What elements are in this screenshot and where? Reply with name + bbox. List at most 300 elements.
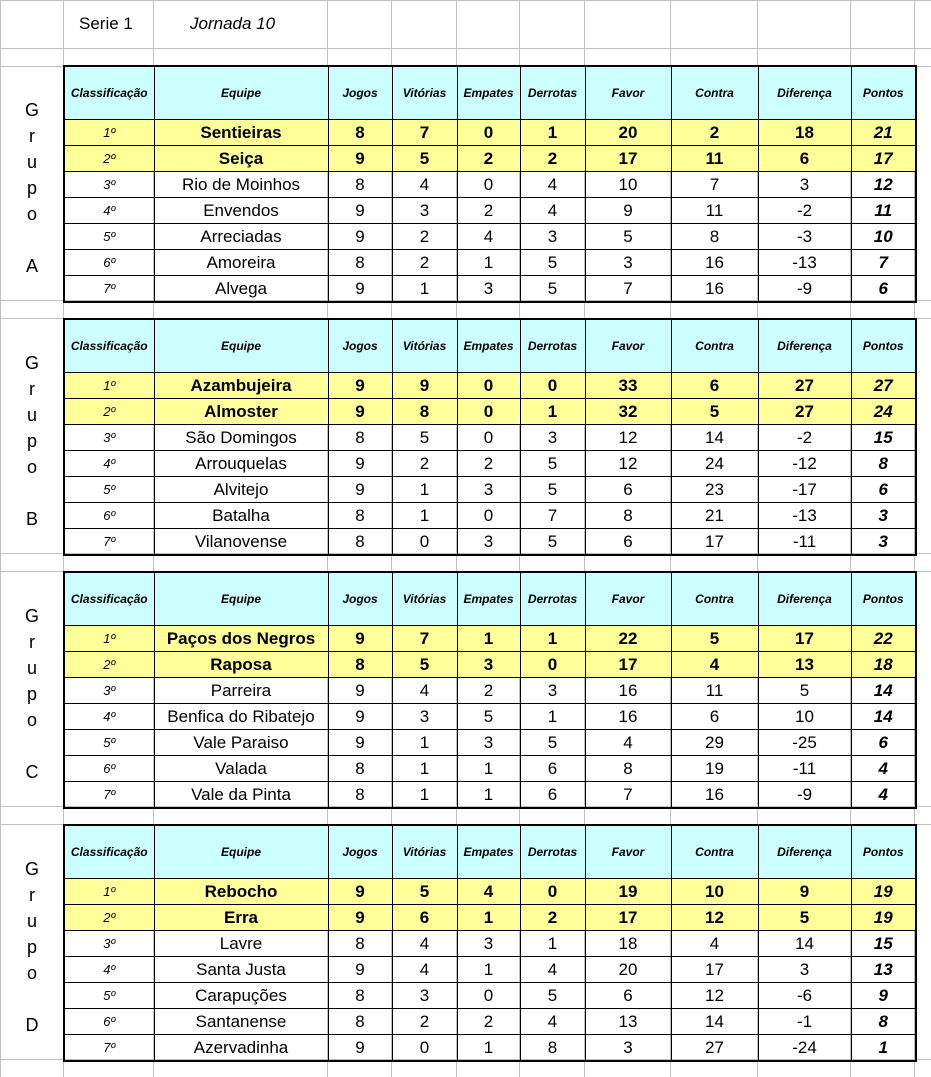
cell-empates: 0 <box>457 172 520 198</box>
cell-favor: 10 <box>585 172 671 198</box>
group-label <box>0 97 64 279</box>
cell-derrotas: 4 <box>520 172 585 198</box>
column-header-classificacao: Classificação <box>64 825 154 879</box>
cell-equipe: Arrouquelas <box>154 451 328 477</box>
cell-diferenca: 17 <box>758 626 851 652</box>
group-label-letter: r <box>29 126 35 146</box>
cell-favor: 16 <box>585 704 671 730</box>
cell-pontos: 13 <box>851 957 916 983</box>
cell-diferenca: -6 <box>758 983 851 1009</box>
cell-diferenca: 14 <box>758 931 851 957</box>
group-label-letter: u <box>26 658 37 678</box>
group-label-letter: p <box>26 431 37 451</box>
table-row <box>64 782 916 809</box>
cell-vitorias: 7 <box>392 120 457 146</box>
cell-jogos: 9 <box>328 879 392 905</box>
group-label-letter <box>0 480 64 506</box>
cell-favor: 20 <box>585 120 671 146</box>
cell-classificacao: 5º <box>64 224 154 250</box>
cell-derrotas: 1 <box>520 626 585 652</box>
cell-pontos: 6 <box>851 276 916 303</box>
table-row <box>64 957 916 983</box>
cell-favor: 17 <box>585 146 671 172</box>
column-header-jogos: Jogos <box>328 319 392 373</box>
cell-pontos: 15 <box>851 425 916 451</box>
cell-jogos: 8 <box>328 172 392 198</box>
cell-derrotas: 2 <box>520 146 585 172</box>
cell-favor: 32 <box>585 399 671 425</box>
cell-pontos: 1 <box>851 1035 916 1062</box>
group-label <box>0 350 64 532</box>
cell-vitorias: 0 <box>392 1035 457 1062</box>
cell-vitorias: 1 <box>392 730 457 756</box>
serie-label: Serie 1 <box>79 14 133 33</box>
cell-empates: 2 <box>457 451 520 477</box>
column-header-pontos: Pontos <box>851 825 916 879</box>
cell-empates: 0 <box>457 425 520 451</box>
cell-pontos: 14 <box>851 704 916 730</box>
cell-classificacao: 6º <box>64 756 154 782</box>
cell-derrotas: 1 <box>520 704 585 730</box>
cell-pontos: 17 <box>851 146 916 172</box>
cell-contra: 2 <box>671 120 758 146</box>
cell-diferenca: -9 <box>758 782 851 809</box>
cell-equipe: Envendos <box>154 198 328 224</box>
group-label-letter: p <box>26 684 37 704</box>
cell-jogos: 9 <box>328 730 392 756</box>
cell-jogos: 9 <box>328 477 392 503</box>
cell-favor: 19 <box>585 879 671 905</box>
cell-empates: 0 <box>457 983 520 1009</box>
cell-vitorias: 1 <box>392 276 457 303</box>
cell-classificacao: 2º <box>64 652 154 678</box>
cell-vitorias: 3 <box>392 704 457 730</box>
cell-vitorias: 2 <box>392 1009 457 1035</box>
cell-jogos: 9 <box>328 276 392 303</box>
cell-contra: 17 <box>671 957 758 983</box>
cell-pontos: 4 <box>851 756 916 782</box>
cell-pontos: 21 <box>851 120 916 146</box>
cell-empates: 2 <box>457 678 520 704</box>
column-header-contra: Contra <box>671 825 758 879</box>
cell-equipe: Vilanovense <box>154 529 328 556</box>
standings-table <box>63 824 917 1062</box>
cell-classificacao: 7º <box>64 529 154 556</box>
cell-vitorias: 7 <box>392 626 457 652</box>
cell-contra: 5 <box>671 399 758 425</box>
cell-contra: 6 <box>671 704 758 730</box>
cell-pontos: 7 <box>851 250 916 276</box>
cell-contra: 23 <box>671 477 758 503</box>
cell-diferenca: 18 <box>758 120 851 146</box>
cell-contra: 16 <box>671 782 758 809</box>
cell-diferenca: -11 <box>758 756 851 782</box>
cell-vitorias: 5 <box>392 879 457 905</box>
group-label-letter: u <box>26 911 37 931</box>
column-header-jogos: Jogos <box>328 572 392 626</box>
cell-jogos: 9 <box>328 451 392 477</box>
cell-jogos: 9 <box>328 198 392 224</box>
cell-pontos: 3 <box>851 503 916 529</box>
cell-jogos: 9 <box>328 146 392 172</box>
cell-empates: 2 <box>457 198 520 224</box>
column-header-diferenca: Diferença <box>758 572 851 626</box>
group-label-letter: r <box>29 885 35 905</box>
cell-favor: 3 <box>585 1035 671 1062</box>
header-row <box>64 319 916 373</box>
cell-empates: 4 <box>457 224 520 250</box>
cell-contra: 4 <box>671 652 758 678</box>
table-row <box>64 983 916 1009</box>
cell-empates: 1 <box>457 1035 520 1062</box>
column-header-vitorias: Vitórias <box>392 319 457 373</box>
header-row <box>64 572 916 626</box>
cell-jogos: 8 <box>328 652 392 678</box>
column-header-empates: Empates <box>457 572 520 626</box>
column-header-pontos: Pontos <box>851 319 916 373</box>
cell-equipe: Raposa <box>154 652 328 678</box>
cell-classificacao: 7º <box>64 1035 154 1062</box>
cell-derrotas: 1 <box>520 931 585 957</box>
cell-vitorias: 1 <box>392 782 457 809</box>
cell-derrotas: 2 <box>520 905 585 931</box>
cell-pontos: 14 <box>851 678 916 704</box>
cell-contra: 17 <box>671 529 758 556</box>
group-label-letter <box>0 227 64 253</box>
cell-equipe: Rebocho <box>154 879 328 905</box>
cell-derrotas: 5 <box>520 250 585 276</box>
cell-empates: 3 <box>457 276 520 303</box>
cell-contra: 21 <box>671 503 758 529</box>
standings-table <box>63 65 917 303</box>
cell-jogos: 9 <box>328 224 392 250</box>
cell-favor: 7 <box>585 782 671 809</box>
cell-empates: 3 <box>457 477 520 503</box>
cell-vitorias: 5 <box>392 652 457 678</box>
cell-empates: 0 <box>457 373 520 399</box>
cell-contra: 6 <box>671 373 758 399</box>
cell-pontos: 18 <box>851 652 916 678</box>
cell-derrotas: 8 <box>520 1035 585 1062</box>
table-row <box>64 730 916 756</box>
cell-jogos: 9 <box>328 957 392 983</box>
cell-pontos: 24 <box>851 399 916 425</box>
group-label-letter: o <box>26 963 37 983</box>
column-header-equipe: Equipe <box>154 66 328 120</box>
cell-diferenca: -13 <box>758 250 851 276</box>
cell-empates: 3 <box>457 652 520 678</box>
group-label-letter: D <box>25 1015 39 1035</box>
cell-empates: 3 <box>457 529 520 556</box>
cell-pontos: 11 <box>851 198 916 224</box>
cell-jogos: 8 <box>328 503 392 529</box>
standings-table <box>63 571 917 809</box>
table-row <box>64 276 916 303</box>
cell-diferenca: 5 <box>758 678 851 704</box>
cell-derrotas: 0 <box>520 879 585 905</box>
cell-empates: 3 <box>457 730 520 756</box>
cell-classificacao: 3º <box>64 425 154 451</box>
cell-empates: 3 <box>457 931 520 957</box>
cell-contra: 11 <box>671 198 758 224</box>
cell-pontos: 9 <box>851 983 916 1009</box>
cell-contra: 12 <box>671 983 758 1009</box>
column-header-derrotas: Derrotas <box>520 319 585 373</box>
group-label-letter: p <box>26 937 37 957</box>
cell-classificacao: 5º <box>64 477 154 503</box>
cell-jogos: 8 <box>328 1009 392 1035</box>
cell-classificacao: 2º <box>64 905 154 931</box>
cell-diferenca: -17 <box>758 477 851 503</box>
group-label-letter: G <box>24 353 39 373</box>
cell-favor: 20 <box>585 957 671 983</box>
group-label-letter: B <box>25 509 38 529</box>
cell-pontos: 10 <box>851 224 916 250</box>
cell-classificacao: 7º <box>64 276 154 303</box>
cell-classificacao: 7º <box>64 782 154 809</box>
cell-diferenca: 6 <box>758 146 851 172</box>
cell-pontos: 8 <box>851 1009 916 1035</box>
group-label-letter: G <box>24 859 39 879</box>
column-header-equipe: Equipe <box>154 572 328 626</box>
column-header-jogos: Jogos <box>328 66 392 120</box>
cell-vitorias: 1 <box>392 503 457 529</box>
cell-classificacao: 1º <box>64 626 154 652</box>
cell-classificacao: 3º <box>64 931 154 957</box>
cell-favor: 12 <box>585 451 671 477</box>
jornada-label: Jornada 10 <box>190 14 276 33</box>
cell-vitorias: 4 <box>392 172 457 198</box>
column-header-derrotas: Derrotas <box>520 825 585 879</box>
cell-jogos: 9 <box>328 704 392 730</box>
group-label-letter <box>0 986 64 1012</box>
cell-empates: 1 <box>457 756 520 782</box>
cell-jogos: 8 <box>328 250 392 276</box>
column-header-derrotas: Derrotas <box>520 66 585 120</box>
cell-empates: 1 <box>457 782 520 809</box>
column-header-jogos: Jogos <box>328 825 392 879</box>
cell-diferenca: 27 <box>758 373 851 399</box>
cell-equipe: Erra <box>154 905 328 931</box>
column-header-classificacao: Classificação <box>64 66 154 120</box>
cell-equipe: Alvitejo <box>154 477 328 503</box>
cell-diferenca: -3 <box>758 224 851 250</box>
cell-contra: 7 <box>671 172 758 198</box>
cell-favor: 6 <box>585 529 671 556</box>
table-row <box>64 529 916 556</box>
group-label-letter: o <box>26 204 37 224</box>
cell-diferenca: -1 <box>758 1009 851 1035</box>
cell-favor: 9 <box>585 198 671 224</box>
column-header-empates: Empates <box>457 66 520 120</box>
cell-empates: 0 <box>457 120 520 146</box>
column-header-pontos: Pontos <box>851 66 916 120</box>
cell-jogos: 8 <box>328 983 392 1009</box>
cell-classificacao: 5º <box>64 730 154 756</box>
column-header-diferenca: Diferença <box>758 319 851 373</box>
group-label <box>0 856 64 1038</box>
cell-contra: 29 <box>671 730 758 756</box>
cell-pontos: 19 <box>851 905 916 931</box>
column-header-favor: Favor <box>585 572 671 626</box>
cell-equipe: Santa Justa <box>154 957 328 983</box>
cell-diferenca: 13 <box>758 652 851 678</box>
cell-pontos: 12 <box>851 172 916 198</box>
cell-vitorias: 8 <box>392 399 457 425</box>
cell-diferenca: 27 <box>758 399 851 425</box>
table-row <box>64 1035 916 1062</box>
table-row <box>64 198 916 224</box>
cell-classificacao: 4º <box>64 198 154 224</box>
cell-pontos: 3 <box>851 529 916 556</box>
group-label-letter: r <box>29 379 35 399</box>
group-label-letter: u <box>26 405 37 425</box>
column-header-pontos: Pontos <box>851 572 916 626</box>
cell-equipe: Amoreira <box>154 250 328 276</box>
cell-favor: 8 <box>585 503 671 529</box>
group-label-letter: r <box>29 632 35 652</box>
cell-pontos: 8 <box>851 451 916 477</box>
cell-empates: 0 <box>457 503 520 529</box>
cell-classificacao: 6º <box>64 1009 154 1035</box>
column-header-equipe: Equipe <box>154 319 328 373</box>
column-header-favor: Favor <box>585 66 671 120</box>
cell-diferenca: 9 <box>758 879 851 905</box>
cell-empates: 5 <box>457 704 520 730</box>
cell-jogos: 9 <box>328 373 392 399</box>
group-label-letter: o <box>26 457 37 477</box>
cell-equipe: Vale da Pinta <box>154 782 328 809</box>
column-header-diferenca: Diferença <box>758 825 851 879</box>
column-header-vitorias: Vitórias <box>392 572 457 626</box>
cell-equipe: Azambujeira <box>154 373 328 399</box>
cell-equipe: São Domingos <box>154 425 328 451</box>
cell-diferenca: -25 <box>758 730 851 756</box>
cell-empates: 1 <box>457 905 520 931</box>
column-header-equipe: Equipe <box>154 825 328 879</box>
cell-favor: 7 <box>585 276 671 303</box>
column-header-empates: Empates <box>457 319 520 373</box>
table-row <box>64 652 916 678</box>
cell-favor: 3 <box>585 250 671 276</box>
cell-derrotas: 6 <box>520 782 585 809</box>
cell-derrotas: 5 <box>520 451 585 477</box>
cell-contra: 27 <box>671 1035 758 1062</box>
cell-classificacao: 5º <box>64 983 154 1009</box>
cell-classificacao: 4º <box>64 957 154 983</box>
cell-jogos: 8 <box>328 120 392 146</box>
group-label-letter: o <box>26 710 37 730</box>
cell-vitorias: 4 <box>392 678 457 704</box>
cell-classificacao: 3º <box>64 172 154 198</box>
header-row <box>64 66 916 120</box>
cell-vitorias: 2 <box>392 451 457 477</box>
cell-diferenca: 3 <box>758 172 851 198</box>
cell-vitorias: 4 <box>392 931 457 957</box>
column-header-vitorias: Vitórias <box>392 66 457 120</box>
cell-classificacao: 1º <box>64 120 154 146</box>
cell-classificacao: 6º <box>64 503 154 529</box>
cell-jogos: 9 <box>328 399 392 425</box>
cell-derrotas: 0 <box>520 373 585 399</box>
cell-vitorias: 6 <box>392 905 457 931</box>
column-header-empates: Empates <box>457 825 520 879</box>
cell-favor: 5 <box>585 224 671 250</box>
column-header-diferenca: Diferença <box>758 66 851 120</box>
cell-derrotas: 4 <box>520 1009 585 1035</box>
cell-favor: 17 <box>585 905 671 931</box>
cell-diferenca: -11 <box>758 529 851 556</box>
cell-derrotas: 5 <box>520 983 585 1009</box>
cell-vitorias: 5 <box>392 425 457 451</box>
cell-derrotas: 5 <box>520 276 585 303</box>
cell-equipe: Seiça <box>154 146 328 172</box>
cell-diferenca: -9 <box>758 276 851 303</box>
cell-derrotas: 3 <box>520 425 585 451</box>
table-row <box>64 451 916 477</box>
cell-contra: 5 <box>671 626 758 652</box>
cell-jogos: 8 <box>328 756 392 782</box>
cell-diferenca: -24 <box>758 1035 851 1062</box>
group-label-letter: C <box>25 762 39 782</box>
cell-contra: 11 <box>671 678 758 704</box>
column-header-contra: Contra <box>671 319 758 373</box>
cell-jogos: 9 <box>328 1035 392 1062</box>
cell-equipe: Benfica do Ribatejo <box>154 704 328 730</box>
table-row <box>64 704 916 730</box>
cell-diferenca: 5 <box>758 905 851 931</box>
cell-empates: 4 <box>457 879 520 905</box>
column-header-classificacao: Classificação <box>64 319 154 373</box>
cell-contra: 16 <box>671 276 758 303</box>
cell-diferenca: 10 <box>758 704 851 730</box>
group-label-letter: u <box>26 152 37 172</box>
cell-diferenca: -2 <box>758 198 851 224</box>
group-label <box>0 603 64 785</box>
cell-vitorias: 2 <box>392 250 457 276</box>
cell-vitorias: 3 <box>392 983 457 1009</box>
cell-favor: 16 <box>585 678 671 704</box>
cell-equipe: Batalha <box>154 503 328 529</box>
table-row <box>64 120 916 146</box>
cell-equipe: Santanense <box>154 1009 328 1035</box>
cell-vitorias: 0 <box>392 529 457 556</box>
table-row <box>64 1009 916 1035</box>
cell-vitorias: 1 <box>392 756 457 782</box>
header-row <box>64 825 916 879</box>
cell-derrotas: 5 <box>520 730 585 756</box>
table-row <box>64 905 916 931</box>
cell-vitorias: 5 <box>392 146 457 172</box>
table-row <box>64 146 916 172</box>
cell-equipe: Almoster <box>154 399 328 425</box>
cell-jogos: 9 <box>328 678 392 704</box>
cell-equipe: Arreciadas <box>154 224 328 250</box>
cell-vitorias: 1 <box>392 477 457 503</box>
standings-table <box>63 318 917 556</box>
cell-pontos: 15 <box>851 931 916 957</box>
cell-empates: 1 <box>457 626 520 652</box>
table-row <box>64 626 916 652</box>
cell-jogos: 8 <box>328 529 392 556</box>
cell-contra: 19 <box>671 756 758 782</box>
cell-vitorias: 4 <box>392 957 457 983</box>
cell-contra: 12 <box>671 905 758 931</box>
table-row <box>64 931 916 957</box>
cell-classificacao: 4º <box>64 704 154 730</box>
table-row <box>64 399 916 425</box>
cell-equipe: Paços dos Negros <box>154 626 328 652</box>
